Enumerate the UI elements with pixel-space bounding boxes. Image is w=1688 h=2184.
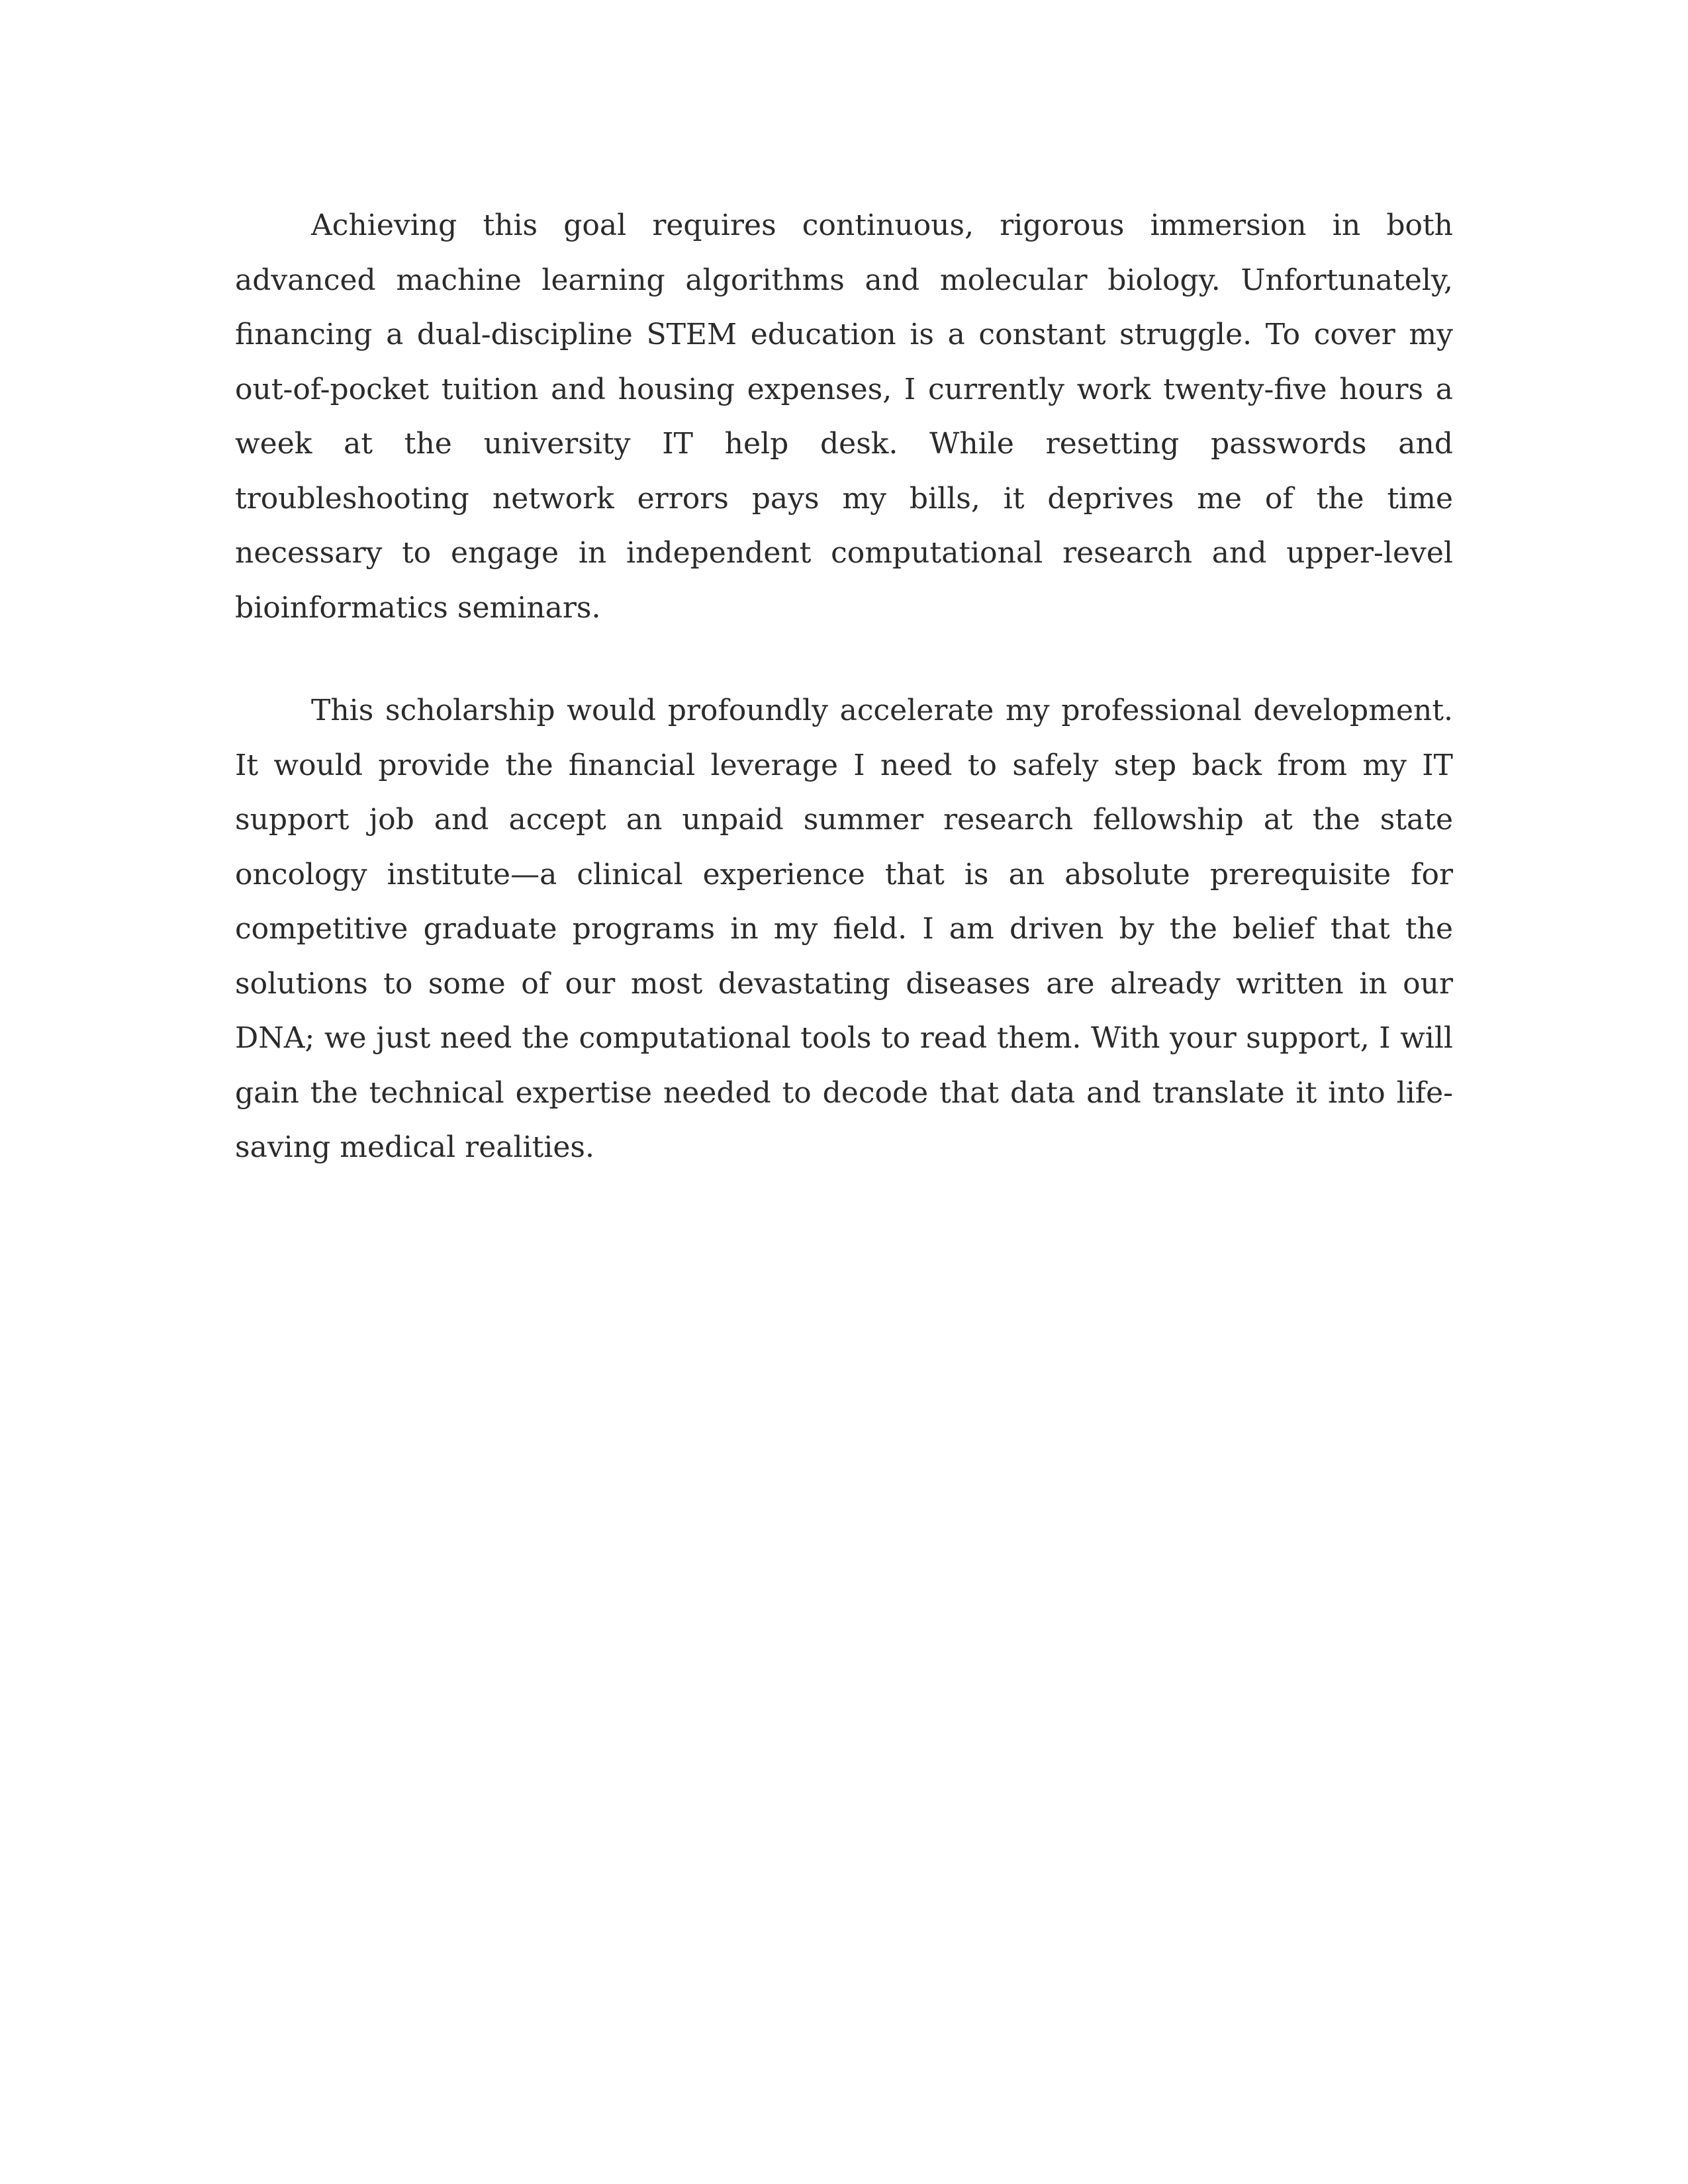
paragraph-financing-struggle: Achieving this goal requires continuous, rigorous immersion in both advanced machine learning algorithms and molecular biology. Unfortunately, financing a dual-discipline STEM education is a constant struggle. To cover my out-of-pocket tuition and housing expenses, I currently work twenty-five hours a week at the university IT help desk. While resetting passwords and troubleshooting network errors pays my bills, it deprives me of the time necessary to engage in independent computational research and upper-level bioinformatics seminars. [235, 208, 1453, 625]
essay-body [235, 199, 1453, 1175]
paragraph-scholarship-impact: This scholarship would profoundly accelerate my professional development. It would provide the financial leverage I need to safely step back from my IT support job and accept an unpaid summer research fellowship at the state oncology institute—a clinical experience that is an absolute prerequisite for competitive graduate programs in my field. I am driven by the belief that the solutions to some of our most devastating diseases are already written in our DNA; we just need the computational tools to read them. With your support, I will gain the technical expertise needed to decode that data and translate it into life-saving medical realities. [235, 694, 1453, 1164]
